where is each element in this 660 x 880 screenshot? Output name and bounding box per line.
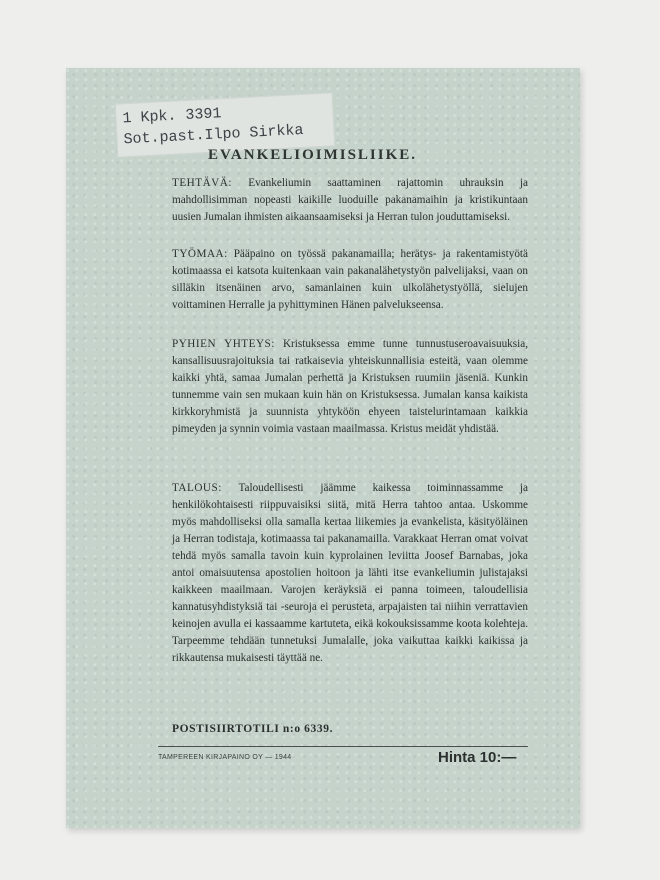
page-title: EVANKELIOIMISLIIKE.: [208, 147, 418, 163]
stamp-line-2: Sot.past.Ilpo Sirkka: [123, 121, 304, 149]
stamp-line-1: 1 Kpk. 3391: [122, 105, 222, 128]
section-label: PYHIEN YHTEYS:: [172, 338, 275, 350]
printer-imprint: TAMPEREEN KIRJAPAINO OY — 1944: [158, 754, 292, 761]
section-tehtava: [172, 175, 528, 226]
section-text: Kristuksessa emme tunne tunnustuseroavaisuuksia, kansallisuusrajoituksia tai ratkaisevia yhteiskunnallisia esteitä, vaan olemme kaikki yhtä, samaa Jumalan perhettä ja Kristuksen ruumiin jäseniä. Kunkin tunnemme vain sen mukaan kuin hän on Kristuksessa. Jumalan kansa kaikista kirkkoryhmistä ja suunnista yhtyköön ehyeen taistelurintamaan kaikkia pimeyden ja synnin voimia vastaan maailmassa. Kristus meidät yhdistää.: [172, 338, 528, 435]
section-tyomaa: [172, 246, 528, 314]
section-text: Pääpaino on työssä pakanamailla; herätys- ja rakentamistyötä kotimaassa ei katsota kuitenkaan vain pakanalähetystyön palvelijaksi, vaan on silläkin itsenäinen arvo, samanlainen kuin ulkolähetystyöllä, sielujen voittaminen Herralle ja pyhittyminen Hänen palvelukseensa.: [172, 248, 529, 311]
section-text: Taloudellisesti jäämme kaikessa toiminnassamme ja henkilökohtaisesti riippuvaisiksi siitä, mitä Herra tahtoo antaa. Uskomme myös mahdolliseksi olla samalla kertaa liikemies ja evankelista, käsityöläinen ja Herran todistaja, kotimaassa tai pakanamailla. Varakkaat Herran omat voivat tehdä myös samalla tavoin kuin kyprolainen leviitta Joosef Barnabas, joka antoi omaisuutensa apostolien hoitoon ja lähti itse evankeliumin julistajaksi kaikkeen maailmaan. Varojen keräyksiä ei panna toimeen, taloudellisia kannatusyhdistyksiä tai -seuroja ei perusteta, arpajaisten tai niihin verrattavien keinojen avulla ei kassaamme kartuteta, eikä kokouksissamme koota kolehteja. Tarpeemme tehdään tunnetuksi Jumalalle, joka vaikuttaa kaikki kaikissa ja rikkautensa mukaisesti täyttää ne.: [172, 482, 528, 664]
divider: [158, 746, 528, 747]
section-label: TYÖMAA:: [172, 248, 228, 260]
price-label: Hinta 10:—: [438, 749, 517, 766]
section-label: TEHTÄVÄ:: [172, 177, 232, 189]
section-label: TALOUS:: [172, 482, 222, 494]
section-text: Evankeliumin saattaminen rajattomin uhrauksin ja mahdollisimman nopeasti kaikille luoduille pakanamaihin ja kristikuntaan uusien Jumalan ihmisten aikaansaamiseksi ja Herran tulon jouduttamiseksi.: [172, 177, 528, 223]
section-talous: [172, 480, 528, 667]
postal-account: POSTISIIRTOTILI n:o 6339.: [172, 723, 334, 735]
section-pyhien-yhteys: [172, 336, 528, 438]
